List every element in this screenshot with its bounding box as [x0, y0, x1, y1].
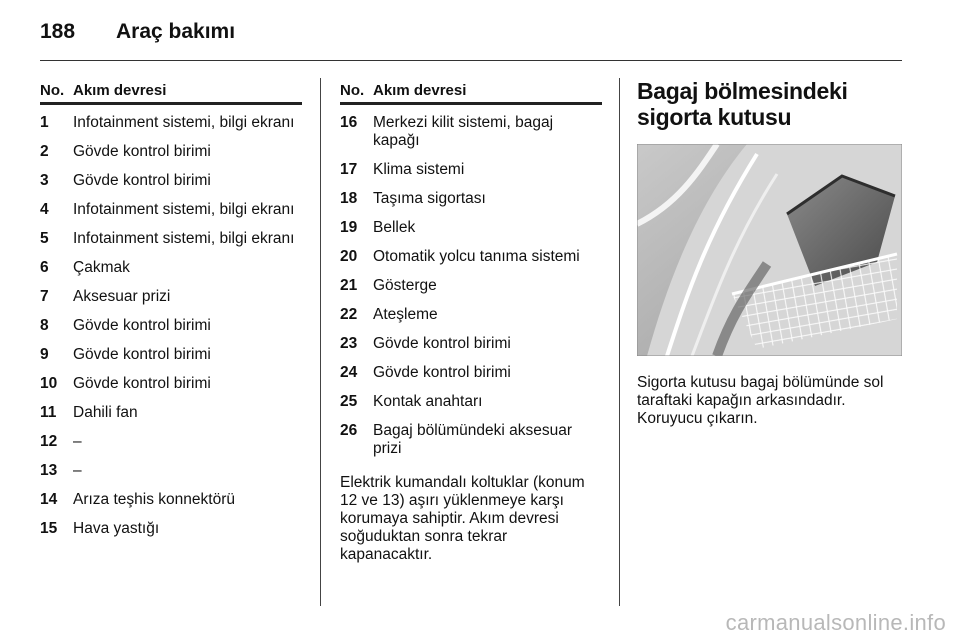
- circuit-description: Kontak anahtarı: [373, 393, 483, 410]
- column-header-circuit: Akım devresi: [373, 82, 467, 99]
- table-row: [40, 346, 302, 364]
- table-row: [340, 393, 602, 411]
- fuse-number: 2: [40, 143, 49, 160]
- header-rule: [40, 60, 902, 61]
- fuse-table-left: [40, 78, 302, 549]
- circuit-description: –: [73, 462, 82, 479]
- table-row: [340, 277, 602, 295]
- fuse-number: 24: [340, 364, 358, 381]
- fuse-number: 15: [40, 520, 58, 537]
- section-caption: Sigorta kutusu bagaj bölümünde sol taraftaki kapağın arkasındadır. Koruyucu çıkarın.: [637, 374, 884, 427]
- column-header-no: No.: [340, 82, 365, 99]
- table-row: [40, 317, 302, 335]
- circuit-description: –: [73, 433, 82, 450]
- table-row: [40, 462, 302, 480]
- fuse-number: 20: [340, 248, 358, 265]
- fuse-number: 9: [40, 346, 49, 363]
- circuit-description: Gövde kontrol birimi: [73, 346, 211, 363]
- table-row: [340, 248, 602, 266]
- table-row: [40, 433, 302, 451]
- table-header: [40, 78, 302, 102]
- circuit-description: Aksesuar prizi: [73, 288, 171, 305]
- column-divider-1: [320, 78, 321, 606]
- table-rows: [340, 114, 602, 458]
- circuit-description: Klima sistemi: [373, 161, 465, 178]
- table-row: [40, 520, 302, 538]
- circuit-description: Dahili fan: [73, 404, 138, 421]
- fuse-number: 17: [340, 161, 358, 178]
- fuse-number: 25: [340, 393, 358, 410]
- circuit-description: Otomatik yolcu tanıma sistemi: [373, 248, 580, 265]
- section-title: Bagaj bölmesindeki sigorta kutusu: [637, 78, 848, 130]
- fuse-number: 18: [340, 190, 358, 207]
- table-header-rule: [40, 102, 302, 105]
- circuit-description: Çakmak: [73, 259, 130, 276]
- fuse-number: 12: [40, 433, 58, 450]
- fuse-number: 6: [40, 259, 49, 276]
- circuit-description: Gövde kontrol birimi: [73, 172, 211, 189]
- table-row: [40, 375, 302, 393]
- page-title: Araç bakımı: [116, 20, 236, 43]
- fuse-number: 5: [40, 230, 49, 247]
- circuit-description: Gövde kontrol birimi: [373, 364, 511, 381]
- table-row: [40, 143, 302, 161]
- column-divider-2: [619, 78, 620, 606]
- table-header: [340, 78, 602, 102]
- fuse-number: 19: [340, 219, 358, 236]
- fuse-number: 26: [340, 422, 358, 439]
- circuit-description: Merkezi kilit sistemi, bagaj kapağı: [373, 114, 554, 149]
- table-row: [40, 259, 302, 277]
- circuit-description: Gösterge: [373, 277, 437, 294]
- fuse-number: 11: [40, 404, 57, 421]
- circuit-description: Arıza teşhis konnektörü: [73, 491, 235, 508]
- circuit-description: Ateşleme: [373, 306, 438, 323]
- table-row: [40, 114, 302, 132]
- watermark: carmanualsonline.info: [725, 610, 946, 635]
- fuse-number: 3: [40, 172, 49, 189]
- table-row: [40, 230, 302, 248]
- circuit-description: Taşıma sigortası: [373, 190, 486, 207]
- fuse-number: 1: [40, 114, 49, 131]
- fuse-number: 23: [340, 335, 358, 352]
- circuit-description: Bagaj bölümündeki aksesuar prizi: [373, 422, 573, 457]
- fuse-number: 21: [340, 277, 358, 294]
- table-row: [340, 161, 602, 179]
- table-row: [340, 364, 602, 382]
- table-row: [40, 491, 302, 509]
- column-header-no: No.: [40, 82, 65, 99]
- overload-note: Elektrik kumandalı koltuklar (konum 12 ve 13) aşırı yüklenmeye karşı korumaya sahiptir. Akım devresi soğuduktan sonra tekrar kapanacaktır.: [340, 474, 585, 563]
- circuit-description: Infotainment sistemi, bilgi ekranı: [73, 201, 295, 218]
- fuse-table-right: [340, 78, 602, 564]
- circuit-description: Gövde kontrol birimi: [73, 375, 211, 392]
- table-row: [40, 172, 302, 190]
- fuse-number: 14: [40, 491, 58, 508]
- fuse-number: 22: [340, 306, 358, 323]
- table-rows: [40, 114, 302, 538]
- table-row: [40, 404, 302, 422]
- table-row: [40, 288, 302, 306]
- table-header-rule: [340, 102, 602, 105]
- table-row: [340, 190, 602, 208]
- table-row: [340, 219, 602, 237]
- page-number: 188: [40, 20, 76, 43]
- trunk-fuse-box-photo: [637, 144, 902, 356]
- circuit-description: Gövde kontrol birimi: [73, 317, 211, 334]
- fuse-number: 4: [40, 201, 49, 218]
- fuse-number: 10: [40, 375, 58, 392]
- circuit-description: Gövde kontrol birimi: [73, 143, 211, 160]
- circuit-description: Hava yastığı: [73, 520, 160, 537]
- circuit-description: Infotainment sistemi, bilgi ekranı: [73, 114, 295, 131]
- table-row: [340, 306, 602, 324]
- fuse-number: 8: [40, 317, 49, 334]
- table-row: [340, 422, 602, 458]
- trunk-fuse-section: [637, 78, 902, 428]
- fuse-number: 16: [340, 114, 358, 131]
- circuit-description: Gövde kontrol birimi: [373, 335, 511, 352]
- fuse-number: 13: [40, 462, 58, 479]
- circuit-description: Infotainment sistemi, bilgi ekranı: [73, 230, 295, 247]
- column-header-circuit: Akım devresi: [73, 82, 167, 99]
- table-row: [340, 335, 602, 353]
- table-row: [40, 201, 302, 219]
- circuit-description: Bellek: [373, 219, 416, 236]
- fuse-number: 7: [40, 288, 49, 305]
- page-header: [40, 18, 902, 58]
- table-row: [340, 114, 602, 150]
